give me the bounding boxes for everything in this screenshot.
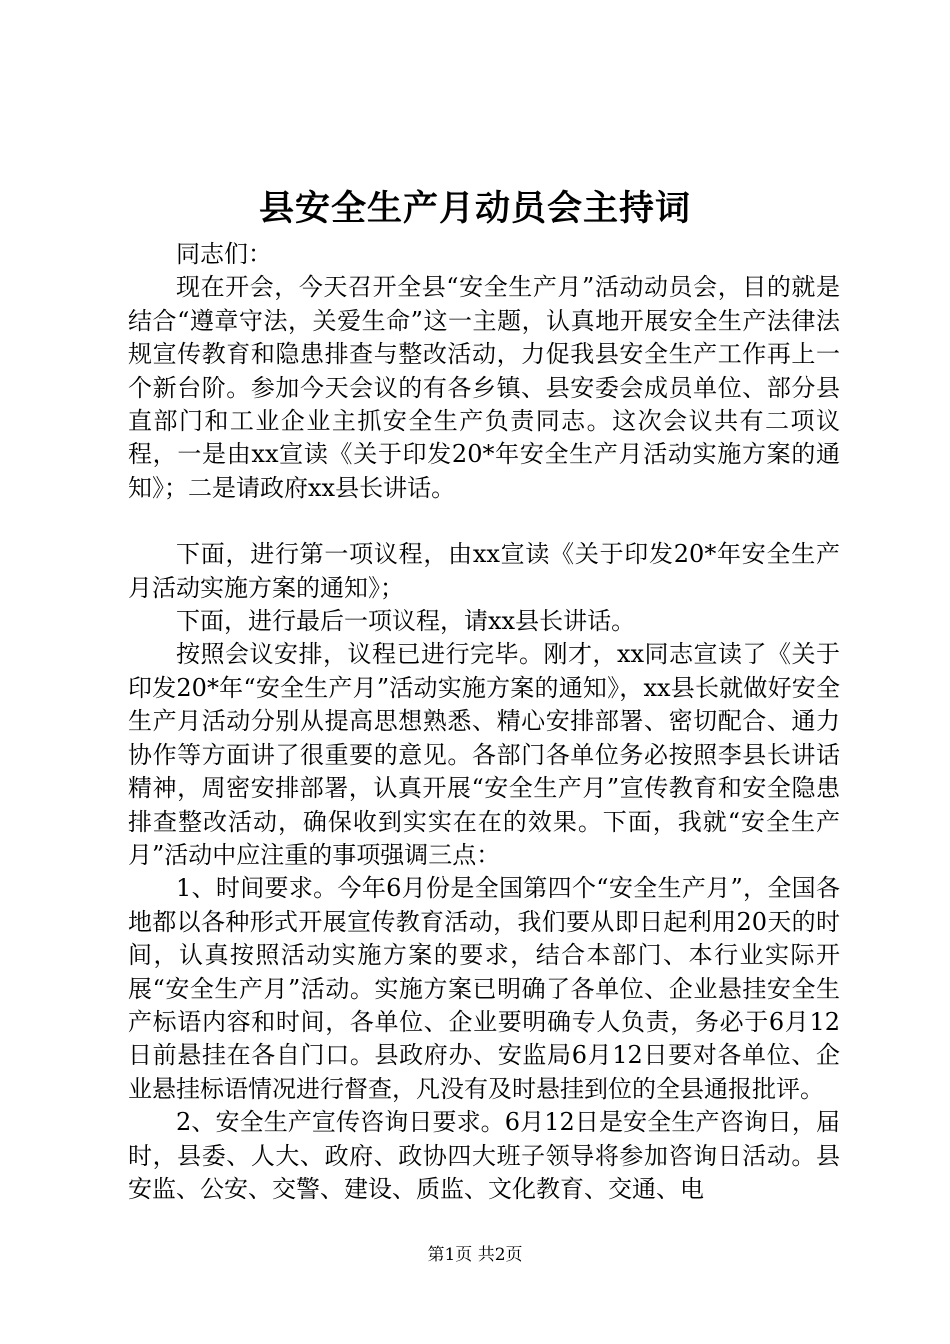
paragraph-opening: 现在开会，今天召开全县“安全生产月”活动动员会，目的就是结合“遵章守法，关爱生命”这一主题，认真地开展安全生产法律法规宣传教育和隐患排查与整改活动，力促我县安全生产工作再上一个新台阶。参加今天会议的有各乡镇、县安委会成员单位、部分县直部门和工业企业主抓安全生产负责同志。这次会议共有二项议程，一是由xx宣读《关于印发20*年安全生产月活动实施方案的通知》；二是请政府xx县长讲话。 — [128, 273, 840, 502]
paragraph-point-consult-day: 2、安全生产宣传咨询日要求。6月12日是安全生产咨询日，届时，县委、人大、政府、政协四大班子领导将参加咨询日活动。县安监、公安、交警、建设、质监、文化教育、交通、电 — [128, 1108, 840, 1203]
paragraph-summary: 按照会议安排，议程已进行完毕。刚才，xx同志宣读了《关于印发20*年“安全生产月”活动实施方案的通知》，xx县长就做好安全生产月活动分别从提高思想熟悉、精心安排部署、密切配合、通力协作等方面讲了很重要的意见。各部门各单位务必按照李县长讲话精神，周密安排部署，认真开展“安全生产月”宣传教育和安全隐患排查整改活动，确保收到实实在在的效果。下面，我就“安全生产月”活动中应注重的事项强调三点： — [128, 640, 840, 869]
paragraph-agenda-one: 下面，进行第一项议程，由xx宣读《关于印发20*年安全生产月活动实施方案的通知》； — [128, 540, 840, 602]
salutation: 同志们： — [176, 240, 272, 268]
document-body — [128, 238, 840, 1206]
document-title: 县安全生产月动员会主持词 — [258, 188, 691, 229]
paragraph-point-time: 1、时间要求。今年6月份是全国第四个“安全生产月”，全国各地都以各种形式开展宣传教育活动，我们要从即日起利用20天的时间，认真按照活动实施方案的要求，结合本部门、本行业实际开展“安全生产月”活动。实施方案已明确了各单位、企业悬挂安全生产标语内容和时间，各单位、企业要明确专人负责，务必于6月12日前悬挂在各自门口。县政府办、安监局6月12日要对各单位、企业悬挂标语情况进行督查，凡没有及时悬挂到位的全县通报批评。 — [128, 874, 840, 1103]
paragraph-agenda-two: 下面，进行最后一项议程，请xx县长讲话。 — [176, 607, 636, 636]
page-number-footer: 第1页 共2页 — [427, 1245, 523, 1265]
